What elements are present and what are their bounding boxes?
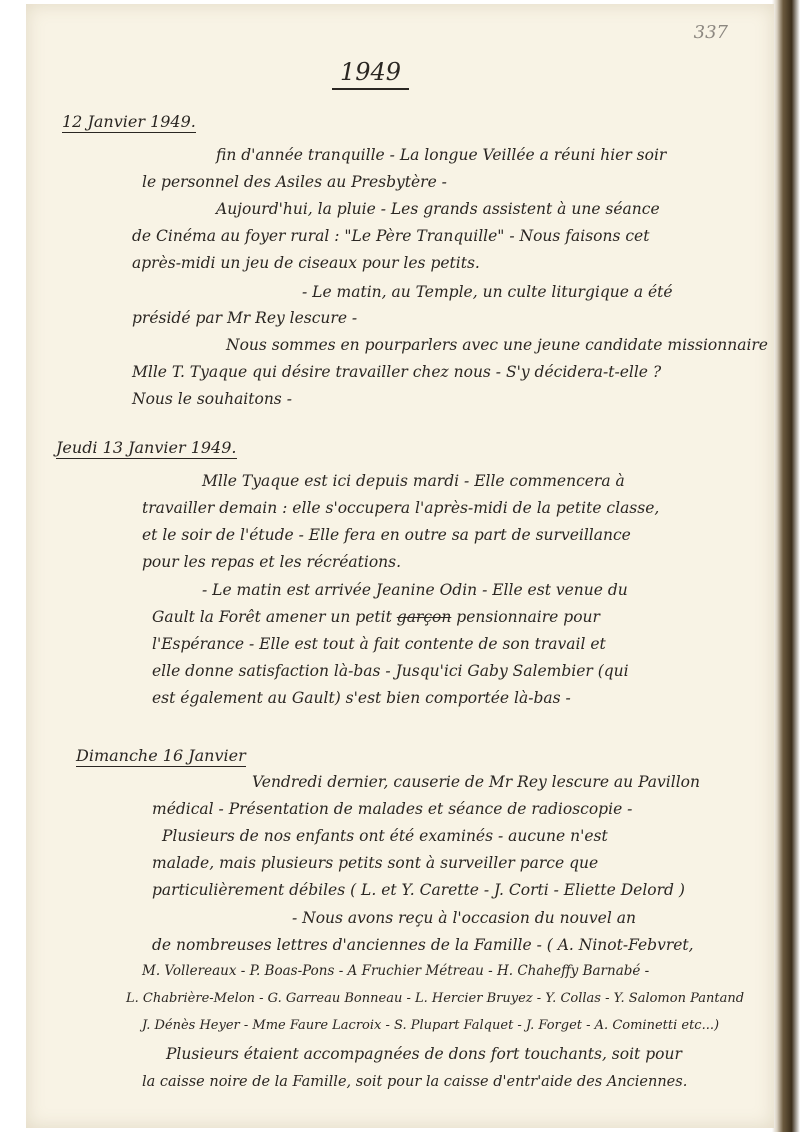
entry-1-line: - Le matin, au Temple, un culte liturgique a été (302, 283, 673, 301)
entry-3-line: J. Dénès Heyer - Mme Faure Lacroix - S. Plupart Falquet - J. Forget - A. Cominetti etc...) (142, 1018, 720, 1033)
struck-out-word: garçon (396, 608, 452, 626)
entry-2-text: pensionnaire pour (456, 608, 600, 626)
entry-3-line: Plusieurs de nos enfants ont été examinés - aucune n'est (162, 827, 608, 845)
entry-2-line: l'Espérance - Elle est tout à fait contente de son travail et (152, 635, 606, 653)
entry-date-3: Dimanche 16 Janvier (76, 746, 246, 765)
entry-3-line: Vendredi dernier, causerie de Mr Rey lescure au Pavillon (252, 773, 700, 791)
entry-3-line: médical - Présentation de malades et séance de radioscopie - (152, 800, 633, 818)
entry-2-text: Gault la Forêt amener un petit (152, 608, 392, 626)
entry-date-1: 12 Janvier 1949. (62, 112, 196, 131)
entry-3-line: Plusieurs étaient accompagnées de dons fort touchants, soit pour (166, 1045, 682, 1063)
entry-2-line (152, 610, 600, 626)
entry-2-line: et le soir de l'étude - Elle fera en outre sa part de surveillance (142, 526, 631, 544)
entry-1-line: le personnel des Asiles au Presbytère - (142, 173, 447, 191)
entry-1-line: après-midi un jeu de ciseaux pour les petits. (132, 254, 480, 272)
entry-1-line: Nous le souhaitons - (132, 390, 292, 408)
entry-1-line: Aujourd'hui, la pluie - Les grands assistent à une séance (216, 200, 660, 218)
entry-2-line: travailler demain : elle s'occupera l'après-midi de la petite classe, (142, 499, 660, 517)
entry-2-line: Mlle Tyaque est ici depuis mardi - Elle commencera à (202, 472, 625, 490)
page-title-year: 1949 (332, 58, 409, 90)
entry-2-line: - Le matin est arrivée Jeanine Odin - Elle est venue du (202, 581, 628, 599)
entry-3-line: M. Vollereaux - P. Boas-Pons - A Fruchier Métreau - H. Chaheffy Barnabé - (142, 963, 650, 979)
entry-1-line: présidé par Mr Rey lescure - (132, 309, 358, 327)
entry-2-line: elle donne satisfaction là-bas - Jusqu'ici Gaby Salembier (qui (152, 662, 629, 680)
entry-2-line: pour les repas et les récréations. (142, 553, 402, 571)
entry-3-line: particulièrement débiles ( L. et Y. Carette - J. Corti - Eliette Delord ) (152, 881, 685, 899)
entry-3-line: - Nous avons reçu à l'occasion du nouvel an (292, 909, 636, 927)
entry-1-line: fin d'année tranquille - La longue Veillée a réuni hier soir (216, 146, 667, 164)
entry-3-line: la caisse noire de la Famille, soit pour la caisse d'entr'aide des Anciennes. (142, 1074, 688, 1090)
manuscript-page (26, 4, 774, 1128)
page-number: 337 (693, 22, 728, 43)
entry-3-line: L. Chabrière-Melon - G. Garreau Bonneau - L. Hercier Bruyez - Y. Collas - Y. Salomon Pantand (126, 991, 745, 1006)
entry-1-line: de Cinéma au foyer rural : "Le Père Tranquille" - Nous faisons cet (132, 227, 650, 245)
entry-2-line: est également au Gault) s'est bien comportée là-bas - (152, 689, 571, 707)
entry-date-2: Jeudi 13 Janvier 1949. (56, 438, 237, 457)
entry-3-line: de nombreuses lettres d'anciennes de la Famille - ( A. Ninot-Febvret, (152, 936, 694, 954)
entry-1-line: Nous sommes en pourparlers avec une jeune candidate missionnaire (226, 336, 768, 354)
book-binding-edge (772, 0, 800, 1132)
entry-1-line: Mlle T. Tyaque qui désire travailler chez nous - S'y décidera-t-elle ? (132, 363, 662, 381)
entry-3-line: malade, mais plusieurs petits sont à surveiller parce que (152, 854, 599, 872)
